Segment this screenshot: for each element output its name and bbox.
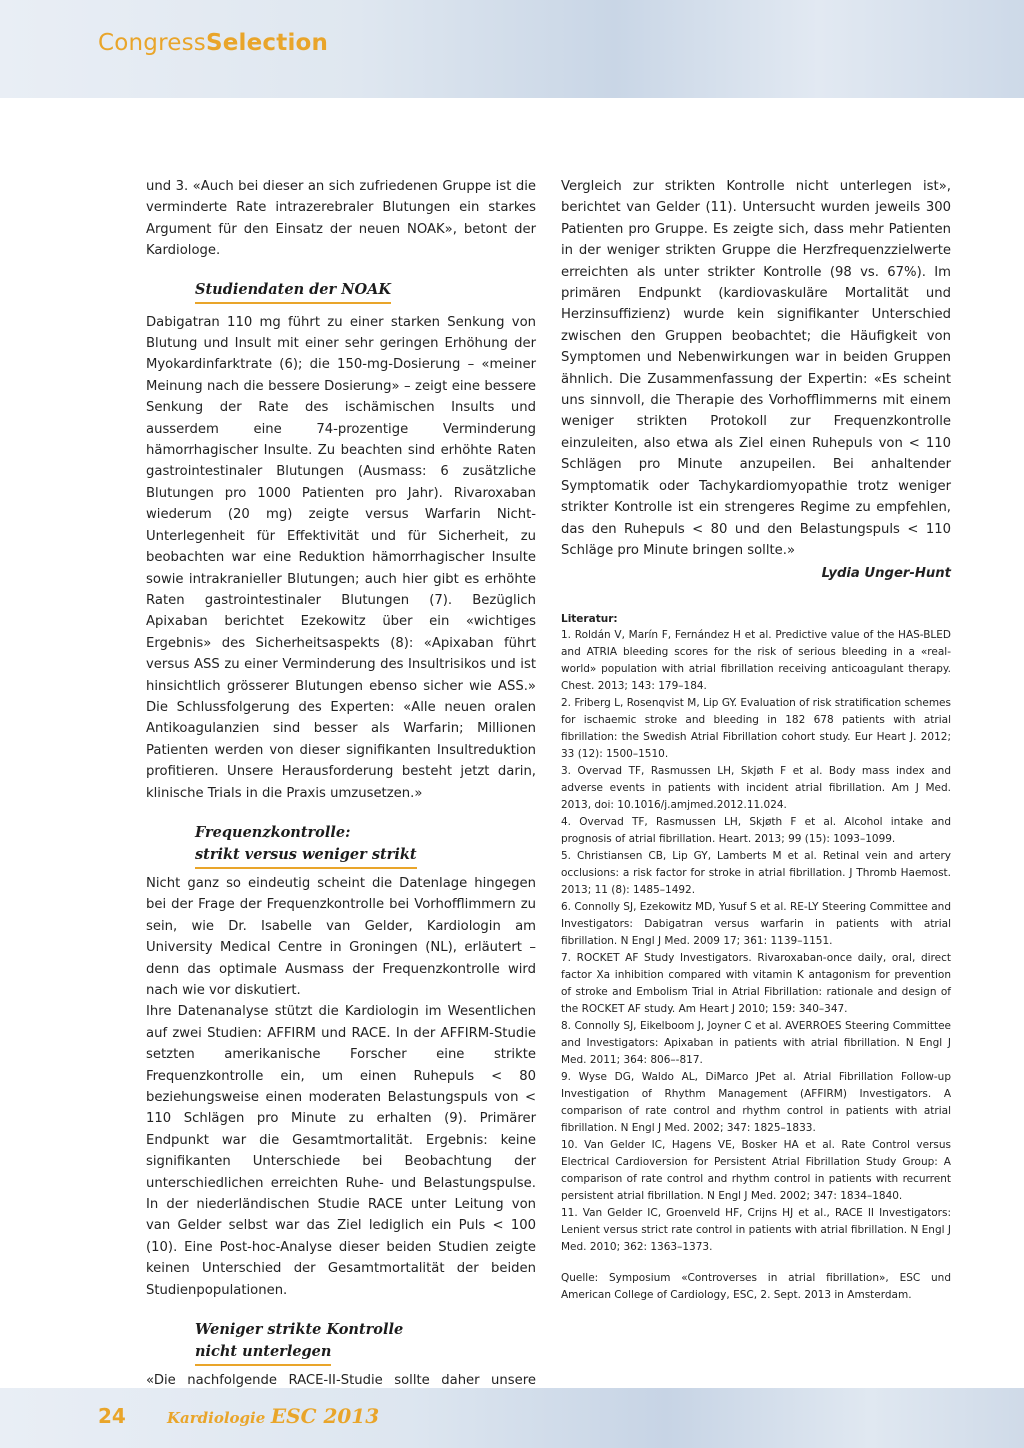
reference-list xyxy=(561,627,951,1256)
page-number: 24 xyxy=(98,1404,126,1428)
intro-paragraph: und 3. «Auch bei dieser an sich zufriedenen Gruppe ist die verminderte Rate intrazerebraler Blutungen ein starkes Argument für den Einsatz der neuen NOAK», betont der Kardiologe. xyxy=(146,179,536,259)
reference-item: 11. Van Gelder IC, Groenveld HF, Crijns HJ et al., RACE II Investigators: Lenient versus strict rate control in patients with atrial fibrillation. N Engl J Med. 2010; 362: 1363–1373. xyxy=(561,1206,951,1253)
reference-item: 7. ROCKET AF Study Investigators. Rivaroxaban-once daily, oral, direct factor Xa inhibition compared with vitamin K antagonism for prevention of stroke and Embolism Trial in Atrial Fibrillation: rationale and design of the ROCKET AF study. Am Heart J 2010; 159: 340–347. xyxy=(561,951,951,1015)
reference-item: 9. Wyse DG, Waldo AL, DiMarco JPet al. Atrial Fibrillation Follow-up Investigation of Rhythm Management (AFFIRM) Investigators. A comparison of rate control and rhythm control in patients with atrial fibrillation. N Engl J Med. 2002; 347: 1825–1833. xyxy=(561,1070,951,1134)
reference-item: 1. Roldán V, Marín F, Fernández H et al. Predictive value of the HAS-BLED and ATRIA bleeding scores for the risk of serious bleeding in a «real-world» population with atrial fibrillation receiving anticoagulant therapy. Chest. 2013; 143: 179–184. xyxy=(561,628,951,692)
reference-item: 10. Van Gelder IC, Hagens VE, Bosker HA et al. Rate Control versus Electrical Cardioversion for Persistent Atrial Fibrillation Study Group: A comparison of rate control and rhythm control in patients with recurrent persistent atrial fibrillation. N Engl J Med. 2002; 347: 1834–1840. xyxy=(561,1138,951,1202)
section-heading-lenient xyxy=(195,1319,536,1366)
source-note: Quelle: Symposium «Controverses in atrial fibrillation», ESC und American College of Cardiology, ESC, 2. Sept. 2013 in Amsterdam. xyxy=(561,1271,951,1301)
section-heading-lenient-line2: nicht unterlegen xyxy=(195,1341,331,1366)
section-heading-frequency xyxy=(195,822,536,869)
journal-title xyxy=(167,1404,379,1428)
reference-item: 8. Connolly SJ, Eikelboom J, Joyner C et al. AVERROES Steering Committee and Investigators: Apixaban in patients with atrial fibrillation. N Engl J Med. 2011; 364: 806–-817. xyxy=(561,1019,951,1066)
continued-paragraph: Vergleich zur strikten Kontrolle nicht unterlegen ist», berichtet van Gelder (11). Untersucht wurden jeweils 300 Patienten pro Gruppe. Es zeigte sich, dass mehr Patienten in der weniger strikten Gruppe die Herzfrequenzzielwerte erreichten als unter strikter Kontrolle (98 vs. 67%). Im primären Endpunkt (kardiovaskuläre Mortalität und Herzinsuffizienz) wurde kein signifikanter Unterschied zwischen den Gruppen beobachtet; die Häufigkeit von Symptomen und Nebenwirkungen war in beiden Gruppen ähnlich. Die Zusammenfassung der Expertin: «Es scheint uns sinnvoll, die Therapie des Vorhofflimmerns mit einem weniger strikten Protokoll zur Frequenzkontrolle einzuleiten, also etwa als Ziel einen Ruhepuls von < 110 Schlägen pro Minute anzupeilen. Bei anhaltender Symptomatik oder Tachykardiomyopathie trotz weniger strikter Kontrolle ist ein strengeres Regime zu empfehlen, das den Ruhepuls < 80 und den Belastungspuls < 110 Schläge pro Minute bringen sollte.» xyxy=(561,179,951,558)
section-heading-noak xyxy=(195,279,536,304)
reference-item: 6. Connolly SJ, Ezekowitz MD, Yusuf S et al. RE-LY Steering Committee and Investigators: Dabigatran versus warfarin in patients with atrial fibrillation. N Engl J Med. 2009 17; 361: 1139–1151. xyxy=(561,900,951,947)
reference-item: 4. Overvad TF, Rasmussen LH, Skjøth F et al. Alcohol intake and prognosis of atrial fibrillation. Heart. 2013; 99 (15): 1093–1099. xyxy=(561,815,951,845)
journal-name: Kardiologie xyxy=(167,1409,266,1427)
frequency-paragraph-1: Nicht ganz so eindeutig scheint die Datenlage hingegen bei der Frage der Frequenzkontrolle bei Vorhofflimmern zu sein, wie Dr. Isabelle van Gelder, Kardiologin am University Medical Centre in Groningen (NL), erläutert – denn das optimale Ausmass der Frequenzkontrolle wird nach wie vor diskutiert. xyxy=(146,875,536,998)
section-heading-lenient-line1: Weniger strikte Kontrolle xyxy=(195,1321,404,1339)
footer-band xyxy=(0,1388,1024,1448)
literature-title: Literatur: xyxy=(561,612,618,625)
section-title-bold: Selection xyxy=(205,30,329,56)
reference-item: 5. Christiansen CB, Lip GY, Lamberts M et al. Retinal vein and artery occlusions: a risk factor for stroke in atrial fibrillation. J Thromb Haemost. 2013; 11 (8): 1485–1492. xyxy=(561,849,951,896)
lenient-paragraph: «Die nachfolgende RACE-II-Studie sollte daher unsere xyxy=(146,1373,536,1389)
section-heading-frequency-line2: strikt versus weniger strikt xyxy=(195,844,417,869)
section-heading-noak-text: Studiendaten der NOAK xyxy=(195,279,391,304)
author-name: Lydia Unger-Hunt xyxy=(821,566,951,582)
section-title xyxy=(98,30,328,56)
frequency-paragraph-2: Ihre Datenanalyse stützt die Kardiologin im Wesentlichen auf zwei Studien: AFFIRM und RACE. In der AFFIRM-Studie setzten amerikanische Forscher eine strikte Frequenzkontrolle ein, um einen Ruhepuls < 80 beziehungsweise einen moderaten Belastungspuls von < 110 Schlägen pro Minute zu erhalten (9). Primärer Endpunkt war die Gesamtmortalität. Ergebnis: keine signifikanten Unterschiede bei Beobachtung der unterschiedlichen erreichten Ruhe- und Belastungspulse. In der niederländischen Studie RACE unter Leitung von van Gelder selbst war das Ziel lediglich ein Puls < 100 (10). Eine Post-hoc-Analyse dieser beiden Studien zeigte keinen Unterschied der Gesamtmortalität der beiden Studienpopulationen. xyxy=(146,1004,536,1298)
right-column xyxy=(561,176,951,1304)
reference-item: 3. Overvad TF, Rasmussen LH, Skjøth F et al. Body mass index and adverse events in patients with incident atrial fibrillation. Am J Med. 2013, doi: 10.1016/j.amjmed.2012.11.024. xyxy=(561,764,951,811)
journal-issue: ESC 2013 xyxy=(270,1404,380,1428)
reference-item: 2. Friberg L, Rosenqvist M, Lip GY. Evaluation of risk stratification schemes for ischaemic stroke and bleeding in 182 678 patients with atrial fibrillation: the Swedish Atrial Fibrillation cohort study. Eur Heart J. 2012; 33 (12): 1500–1510. xyxy=(561,696,951,760)
section-title-light: Congress xyxy=(98,30,206,56)
left-column xyxy=(146,176,536,1434)
section-heading-frequency-line1: Frequenzkontrolle: xyxy=(195,823,351,841)
noak-paragraph: Dabigatran 110 mg führt zu einer starken Senkung von Blutung und Insult mit einer sehr geringen Erhöhung der Myokardinfarktrate (6); die 150-mg-Dosierung – «meiner Meinung nach die bessere Dosierung» – zeigt eine bessere Senkung der Rate des ischämischen Insults und ausserdem eine 74-prozentige Verminderung hämorrhagischer Insulte. Zu beachten sind erhöhte Raten gastrointestinaler Blutungen (Ausmass: 6 zusätzliche Blutungen pro 1000 Patienten pro Jahr). Rivaroxaban wiederum (20 mg) zeigte versus Warfarin Nicht-Unterlegenheit für Effektivität und für Sicherheit, zu beobachten war eine Reduktion hämorrhagischer Insulte sowie intrakranieller Blutungen; auch hier gibt es erhöhte Raten gastrointestinaler Blutungen (7). Bezüglich Apixaban berichtet Ezekowitz über ein «wichtiges Ergebnis» des Sicherheitsaspekts (8): «Apixaban führt versus ASS zu einer Verminderung des Insultrisikos und ist hinsichtlich grösserer Blutungen ebenso sicher wie ASS.» Die Schlussfolgerung des Experten: «Alle neuen oralen Antikoagulanzien sind besser als Warfarin; Millionen Patienten werden von dieser signifikanten Insultreduktion profitieren. Unsere Herausforderung besteht jetzt darin, klinische Trials in die Praxis umzusetzen.» xyxy=(146,314,536,801)
